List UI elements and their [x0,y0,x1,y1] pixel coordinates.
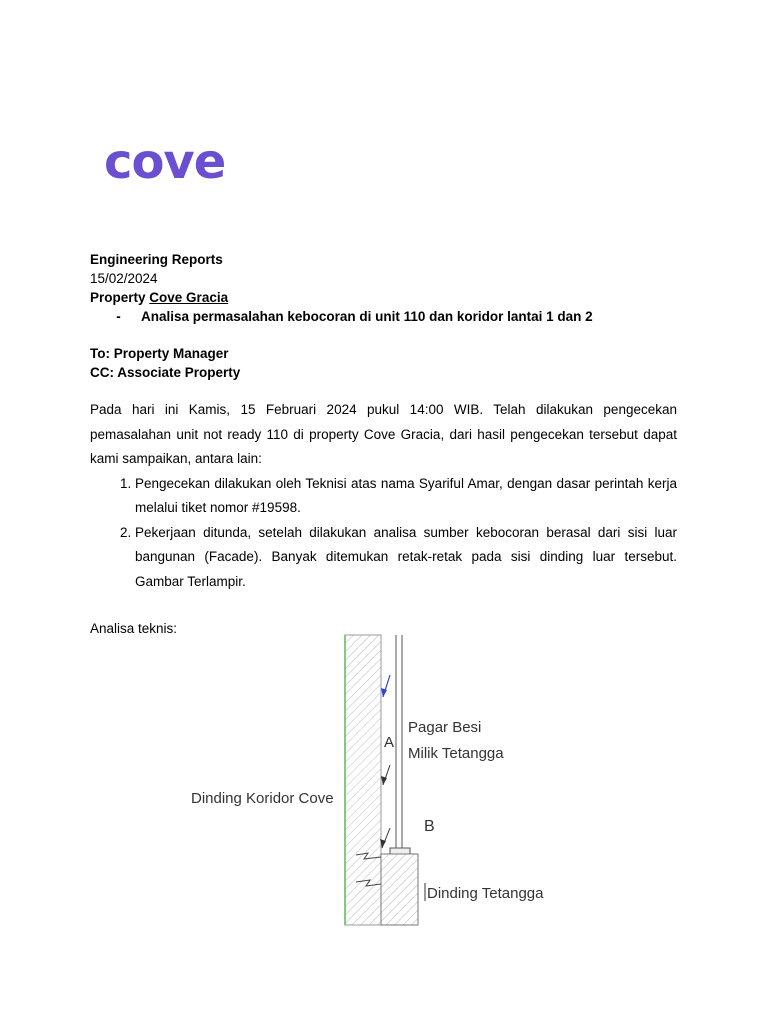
label-pagar-2: Milik Tetangga [408,745,504,762]
property-line [90,288,690,307]
label-b: B [424,818,435,835]
label-a: A [384,734,395,751]
subject-text: Analisa permasalahan kebocoran di unit 110 dan koridor lantai 1 dan 2 [141,309,593,324]
list-item: 1. Pengecekan dilakukan oleh Teknisi atas nama Syariful Amar, dengan dasar perintah kerja melalui tiket nomor #19598. [135,472,677,521]
report-header [90,250,690,326]
subject-line [90,307,690,326]
fence-base [390,848,410,854]
report-body [90,398,677,594]
report-title: Engineering Reports [90,252,223,267]
neighbor-wall [381,854,418,925]
property-prefix: Property [90,290,146,305]
intro-paragraph: Pada hari ini Kamis, 15 Februari 2024 pukul 14:00 WIB. Telah dilakukan pengecekan pemasalahan unit not ready 110 di property Cove Gracia, dari hasil pengecekan tersebut dapat kami sampaikan, antara lain: [90,402,677,466]
subject-dash: - [116,309,121,324]
list-item: 2. Pekerjaan ditunda, setelah dilakukan analisa sumber kebocoran berasal dari sisi luar bangunan (Facade). Banyak ditemukan retak-retak pada sisi dinding luar tersebut. Gambar Terlampir. [135,521,677,595]
technical-diagram [180,630,560,930]
property-name: Cove Gracia [149,290,229,305]
label-dinding-cove: Dinding Koridor Cove [191,790,334,807]
analysis-label: Analisa teknis: [90,621,178,636]
label-dinding-tetangga: Dinding Tetangga [427,885,544,902]
report-date: 15/02/2024 [90,271,158,286]
label-pagar-1: Pagar Besi [408,719,482,736]
recipients [90,344,240,382]
findings-list [90,472,677,595]
cc-line: CC: Associate Property [90,365,241,380]
to-line: To: Property Manager [90,346,229,361]
cove-logo: cove [104,134,226,190]
